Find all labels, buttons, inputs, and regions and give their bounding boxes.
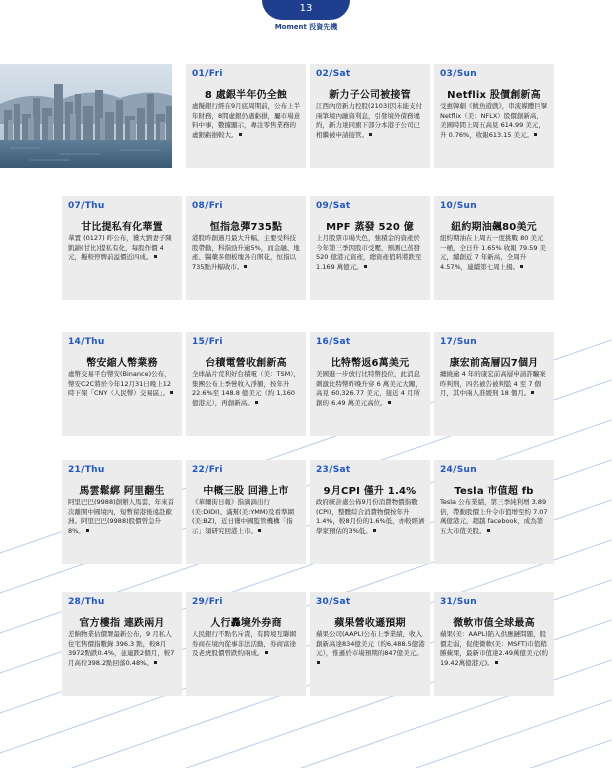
news-card xyxy=(62,460,182,564)
news-card xyxy=(434,332,554,436)
news-card xyxy=(434,592,554,696)
news-card xyxy=(434,64,554,168)
news-date: 09/Sat xyxy=(316,201,351,211)
news-body: 全球晶片荒利好台積電（美：TSM），集團公布上季營收入淨額，按年升 22.6%至 148.8 億美元（約 1,160 億港元），再創新高。 xyxy=(192,370,300,407)
news-card xyxy=(310,196,430,300)
news-body: 纏繞逾 4 年的康宏前高層申請詐騙案昨判刑，四名被告被判監 4 至 7 個月，其中兩人准緩刑 18 個月。 xyxy=(440,370,546,398)
news-title: 8 處銀半年仍全蝕 xyxy=(204,90,288,101)
news-card xyxy=(62,592,182,696)
news-title: 微軟市值全球最高 xyxy=(453,618,535,629)
news-title: Tesla 市值超 fb xyxy=(454,486,534,497)
news-date: 14/Thu xyxy=(68,337,105,347)
news-date: 29/Fri xyxy=(192,597,223,607)
news-date: 02/Sat xyxy=(316,69,351,79)
news-body: 《華爾街日報》指滴滴出行(美:DIDI)、滿幫(美:YMM)及看準網(美:BZ)，近日獲中國監管機構「指示」須研究回港上市。 xyxy=(192,498,295,535)
news-card xyxy=(310,592,430,696)
news-title: 幣安縮人幣業務 xyxy=(86,358,158,369)
news-body: 港股昨創過月最大升幅，主要受科技股帶動，科指勁升逾5%，而金融、地產、醫藥多個板塊各自開花，恒指以735點升幅收市。 xyxy=(192,234,300,271)
news-title: 康宏前高層囚7個月 xyxy=(449,358,539,369)
news-body: 上月股票市場失色，強積金的資產於今年第三季因股市受壓，預測已蒸發 520 億港元資產，總資產值料將跌至 1.169 萬億元。 xyxy=(316,234,422,271)
news-title: 人行轟境外券商 xyxy=(210,618,282,629)
news-body: 紐約期油在上周五一度挑戰 80 美元一桶，全日升 1.65% 收報 79.59 美元，續創近 7 年新高，全周升 4.57%，連續第七周上揚。 xyxy=(440,234,547,271)
news-title: 官方樓指 連跌兩月 xyxy=(79,618,165,629)
news-card xyxy=(310,64,430,168)
news-title: 蘋果營收遜預期 xyxy=(334,618,406,629)
news-title: 中概三股 回港上市 xyxy=(203,486,289,497)
news-date: 17/Sun xyxy=(440,337,477,347)
news-title: 紐約期油飆80美元 xyxy=(451,222,537,233)
news-card xyxy=(310,332,430,436)
news-body: 阿里巴巴(9988)創辦人馬雲，年來首次離開中國境內，短暫留港後遠赴歐洲。阿里巴巴(9988)股價曾急升 8%。 xyxy=(68,498,175,535)
page-number: 13 xyxy=(299,3,313,14)
news-title: 恒指急彈735點 xyxy=(209,222,283,233)
news-body: 差餉物業估價署最新公布，9 月私人住宅售價指數錄 396.3 點，較8月3972點跌0.4%，並連跌2個月，較7月高位398.2點回落0.48%。 xyxy=(68,630,175,667)
news-card xyxy=(186,64,306,168)
news-title: 新力子公司被接管 xyxy=(329,90,411,101)
news-title: 台積電營收創新高 xyxy=(205,358,287,369)
news-card xyxy=(62,332,182,436)
news-card xyxy=(186,332,306,436)
news-date: 16/Sat xyxy=(316,337,351,347)
news-date: 31/Sun xyxy=(440,597,477,607)
news-body: 江西內房新力控股(2103)因未能支付兩筆境內融資利息，引發境外債務違約，新力達同旗下部分本港子公司已相繼被申請接管。 xyxy=(316,102,423,139)
news-title: Netflix 股價創新高 xyxy=(447,90,541,101)
news-card xyxy=(186,196,306,300)
news-card xyxy=(434,196,554,300)
news-card xyxy=(434,460,554,564)
news-body: 虛擬銀行經在9月底周期前，公布上半年財務，8間虛銀仍處虧損，屬市場意料中事，數據顯示，專注零售業務的虛銀虧損較大。 xyxy=(192,102,301,139)
news-card xyxy=(62,196,182,300)
news-date: 03/Sun xyxy=(440,69,477,79)
news-date: 24/Sun xyxy=(440,465,477,475)
magazine-name: Moment 投資先機 xyxy=(274,23,338,31)
news-date: 21/Thu xyxy=(68,465,105,475)
news-title: 馬雲鬆綁 阿里翻生 xyxy=(79,486,165,497)
news-body: 政府統計處公佈9月份消費物價指數(CPI)，整體綜合消費物價按年升1.4%，較8月份的1.6%低，亦較經濟學家預估的3%低。 xyxy=(316,498,425,535)
news-date: 22/Fri xyxy=(192,465,223,475)
news-title: 9月CPI 僅升 1.4% xyxy=(323,486,417,497)
news-body: 人民銀行不點名斥責，有跨境互聯網券商在境內從事非法活動，券商富途及老虎股價曾跌約兩成。 xyxy=(192,630,296,658)
news-date: 30/Sat xyxy=(316,597,351,607)
news-date: 01/Fri xyxy=(192,69,223,79)
news-date: 10/Sun xyxy=(440,201,477,211)
news-body: 華置 (0127) 昨公布，獲大劉妻子陳凱韻(甘比)提私有化，每股作價 4 元，擬較停牌前溢價近四成。 xyxy=(68,234,172,262)
news-card xyxy=(186,592,306,696)
news-date: 23/Sat xyxy=(316,465,351,475)
news-card xyxy=(186,460,306,564)
news-body: Tesla 公布業績，第三季純利增 3.89 倍，帶動股價上升令市值增至約 7.07 萬億港元，超越 facebook，成為第五大市值美股。 xyxy=(440,498,548,535)
news-body: 虛幣交易平台幣安(Binance)公布，幣安C2C將於今年12月31日晚上12時下架「CNY（人民幣）交易區」。 xyxy=(68,370,177,399)
news-date: 28/Thu xyxy=(68,597,105,607)
news-title: 甘比提私有化華置 xyxy=(81,222,163,233)
news-card xyxy=(310,460,430,564)
news-body: 蘋果(美：AAPL)陷入供應鏈問題，股價走弱，促使微軟(美：MSFT)市值稍勝蘋果，最新市值達2.49萬億美元(約19.42萬億港元)。 xyxy=(440,630,549,667)
news-date: 15/Fri xyxy=(192,337,223,347)
news-date: 08/Fri xyxy=(192,201,223,211)
news-body: 受惠韓劇《魷魚遊戲》，串流媒體巨擘 Netflix（美：NFLX）股價創新高，美國時間上周五高見 614.99 美元，升 0.76%，收報613.15 美元。 xyxy=(440,102,548,139)
news-title: MPF 蒸發 520 億 xyxy=(326,222,414,233)
news-title: 比特幣返6萬美元 xyxy=(330,358,410,369)
news-body: 蘋果公司(AAPL)公布上季業績，收入創新高達834億美元（約6,488.5億港元），惟遜於市場預期的847億美元。 xyxy=(316,630,425,668)
news-date: 07/Thu xyxy=(68,201,105,211)
news-body: 美國進一步放行比特幣投位，此消息刺激比特幣昨晚升穿 6 萬美元大關，高見 60,326.77 美元，接近 4 月所創的 6.49 萬美元高位。 xyxy=(316,370,422,407)
